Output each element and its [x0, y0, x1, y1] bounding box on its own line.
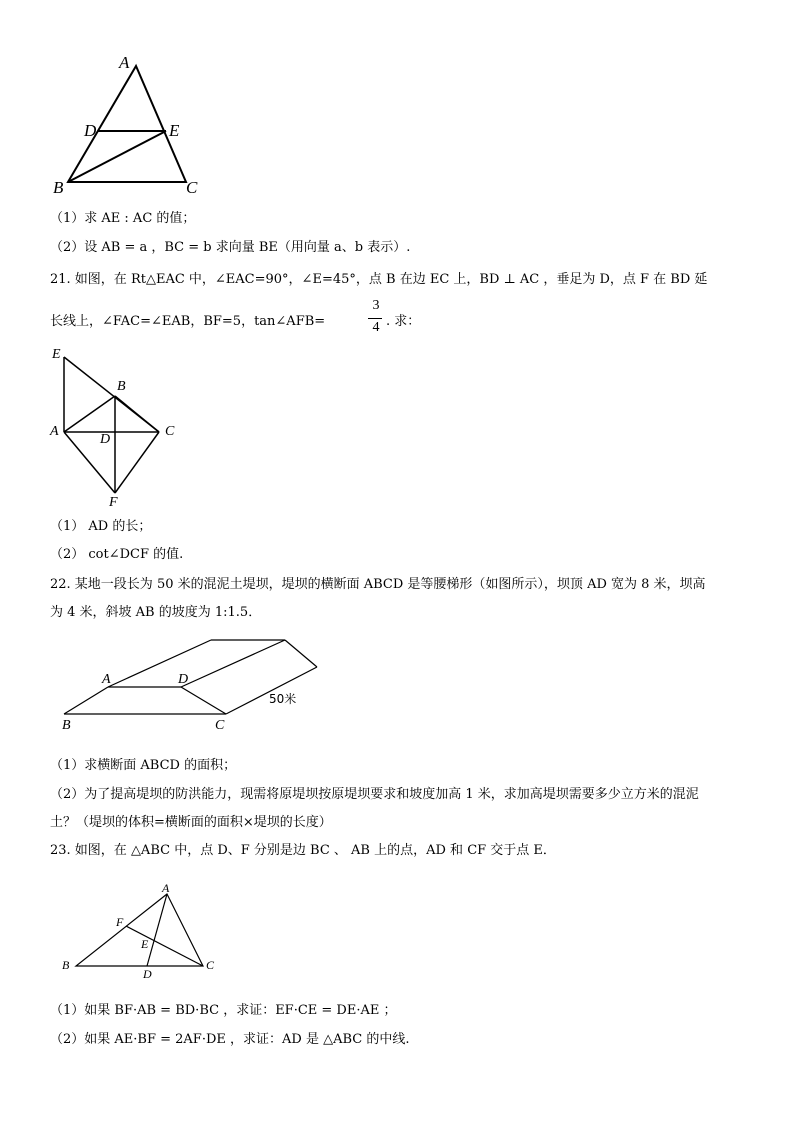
label-D: D [84, 121, 97, 140]
q22-label-D: D [178, 672, 189, 687]
q22-statement-line1: 22. 某地一段长为 50 米的混泥土堤坝，堤坝的横断面 ABCD 是等腰梯形（如图所示），坝顶 AD 宽为 8 米，坝高 [50, 577, 706, 592]
label-A: A [119, 53, 130, 72]
q22-part2-line2: 土？（堤坝的体积=横断面的面积×堤坝的长度） [50, 815, 332, 830]
q21-label-F: F [109, 495, 118, 510]
q21-frac-numerator: 3 [372, 298, 380, 313]
label-E: E [169, 121, 180, 140]
q21-label-A: A [50, 424, 59, 439]
q22-part2-line1: （2）为了提高堤坝的防洪能力，现需将原堤坝按原堤坝要求和坡度加高 1 米，求加高堤坝需要多少立方米的混泥 [50, 787, 699, 802]
label-C: C [186, 178, 198, 197]
q23-label-F: F [116, 915, 124, 929]
q23-label-A: A [162, 881, 170, 895]
q23-label-B: B [62, 958, 70, 972]
q20-part1: （1）求 AE : AC 的值； [50, 211, 196, 226]
q21-statement-line1: 21. 如图，在 Rt△EAC 中，∠EAC=90°，∠E=45°，点 B 在边 EC 上，BD ⊥ AC ，垂足为 D，点 F 在 BD 延 [50, 272, 708, 287]
q22-label-A: A [102, 672, 111, 687]
q23-label-C: C [206, 958, 215, 972]
q21-label-D: D [100, 432, 111, 447]
q23-label-D: D [143, 967, 152, 981]
q21-label-E: E [52, 347, 61, 362]
q20-part2: （2）设 AB = a ，BC = b 求向量 BE（用向量 a、b 表示）. [50, 240, 411, 255]
q21-label-C: C [165, 424, 175, 439]
q23-part2: （2）如果 AE·BF = 2AF·DE ，求证：AD 是 △ABC 的中线. [50, 1032, 410, 1047]
q22-label-B: B [62, 718, 71, 733]
q23-label-E: E [141, 937, 149, 951]
q22-statement-line2: 为 4 米，斜坡 AB 的坡度为 1:1.5． [50, 605, 262, 620]
q21-statement-line2: 长线上，∠FAC=∠EAB，BF=5，tan∠AFB= [50, 314, 326, 329]
label-B: B [53, 178, 64, 197]
q21-part2: （2） cot∠DCF 的值. [50, 547, 184, 562]
q23-statement-line1: 23. 如图，在 △ABC 中，点 D、F 分别是边 BC 、 AB 上的点，AD 和 CF 交于点 E． [50, 843, 556, 858]
q21-label-B: B [117, 379, 126, 394]
q23-part1: （1）如果 BF·AB = BD·BC ，求证：EF·CE = DE·AE ； [50, 1003, 397, 1018]
q22-label-C: C [215, 718, 225, 733]
q22-part1: （1）求横断面 ABCD 的面积； [50, 758, 237, 773]
q21-statement-line2-end: . 求： [386, 314, 421, 329]
q22-length-label: 50米 [269, 692, 297, 706]
q21-part1: （1） AD 的长； [50, 519, 152, 534]
q21-frac-denominator: 4 [372, 320, 380, 335]
